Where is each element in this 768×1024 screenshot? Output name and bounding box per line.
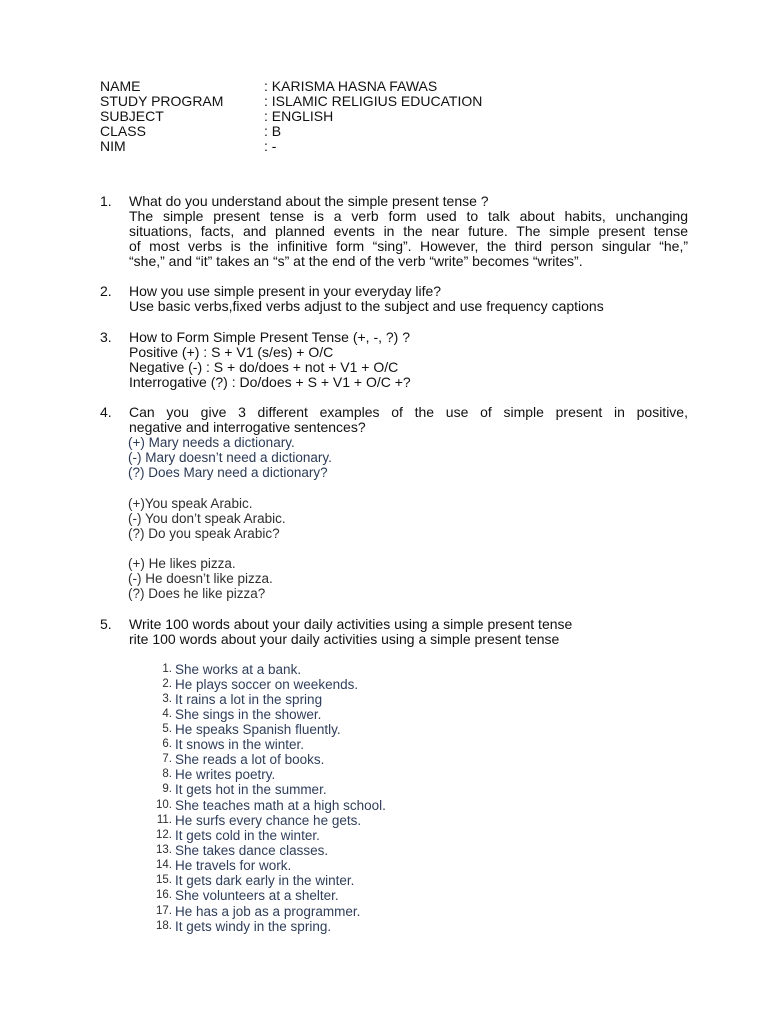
list-item-number: 13.	[156, 844, 172, 856]
list-item-number: 18.	[156, 920, 172, 932]
list-item: She reads a lot of books.	[175, 752, 325, 767]
question-number: 2.	[100, 283, 112, 299]
list-item: He plays soccer on weekends.	[175, 677, 359, 692]
list-item: She teaches math at a high school.	[175, 798, 386, 813]
list-item-number: 3.	[162, 693, 172, 705]
question-text: How you use simple present in your everyday life?	[129, 283, 442, 299]
question-number: 5.	[100, 616, 112, 632]
list-item: He writes poetry.	[175, 767, 276, 782]
answer-line: The simple present tense is a verb form used to talk about habits, unchanging	[129, 208, 688, 224]
list-item: He surfs every chance he gets.	[175, 813, 362, 828]
list-item: It gets dark early in the winter.	[175, 873, 355, 888]
list-item-number: 2.	[162, 678, 172, 690]
example-negative: (-) You don’t speak Arabic.	[128, 511, 286, 526]
header-label-study-program: STUDY PROGRAM	[100, 93, 224, 109]
list-item: It rains a lot in the spring	[175, 692, 323, 707]
list-item-number: 17.	[156, 905, 172, 917]
list-item: It gets cold in the winter.	[175, 828, 320, 843]
list-item: She sings in the shower.	[175, 707, 322, 722]
example-negative: (-) Mary doesn’t need a dictionary.	[128, 450, 332, 465]
list-item-number: 10.	[156, 799, 172, 811]
list-item-number: 11.	[156, 814, 172, 826]
header-value-study-program: : ISLAMIC RELIGIUS EDUCATION	[264, 93, 483, 109]
list-item: She volunteers at a shelter.	[175, 888, 339, 903]
list-item: He travels for work.	[175, 858, 292, 873]
header-value-subject: : ENGLISH	[264, 108, 334, 124]
example-positive: (+)You speak Arabic.	[128, 496, 253, 511]
question-text-continued: negative and interrogative sentences?	[129, 419, 366, 435]
answer-line: of most verbs is the infinitive form “sing”. However, the third person singular “he,”	[129, 238, 688, 254]
list-item-number: 7.	[162, 753, 172, 765]
header-label-nim: NIM	[100, 138, 126, 154]
list-item-number: 9.	[162, 783, 172, 795]
header-value-name: : KARISMA HASNA FAWAS	[264, 78, 438, 94]
list-item-number: 6.	[162, 738, 172, 750]
list-item-number: 15.	[156, 874, 172, 886]
header-label-subject: SUBJECT	[100, 108, 164, 124]
question-text: Can you give 3 different examples of the use of simple present in positive,	[129, 404, 688, 420]
list-item-number: 5.	[162, 723, 172, 735]
header-value-nim: : -	[264, 138, 277, 154]
list-item: She works at a bank.	[175, 662, 302, 677]
question-number: 3.	[100, 329, 112, 345]
question-text: What do you understand about the simple present tense ?	[129, 193, 489, 209]
form-negative: Negative (-) : S + do/does + not + V1 + O/C	[129, 359, 399, 375]
list-item-number: 14.	[156, 859, 172, 871]
header-value-class: : B	[264, 123, 282, 139]
question-number: 4.	[100, 404, 112, 420]
answer-text: Use basic verbs,fixed verbs adjust to the subject and use frequency captions	[129, 298, 604, 314]
answer-line: situations, facts, and planned events in the near future. The simple present tense	[129, 223, 688, 239]
list-item-number: 12.	[156, 829, 172, 841]
example-interrogative: (?) Do you speak Arabic?	[128, 526, 280, 541]
example-positive: (+) Mary needs a dictionary.	[128, 435, 295, 450]
list-item: It snows in the winter.	[175, 737, 305, 752]
list-item: He has a job as a programmer.	[175, 904, 361, 919]
header-label-name: NAME	[100, 78, 141, 94]
question-text-repeat: rite 100 words about your daily activities using a simple present tense	[129, 631, 560, 647]
form-interrogative: Interrogative (?) : Do/does + S + V1 + O/C +?	[129, 374, 411, 390]
example-positive: (+) He likes pizza.	[128, 556, 236, 571]
form-positive: Positive (+) : S + V1 (s/es) + O/C	[129, 344, 334, 360]
list-item: It gets hot in the summer.	[175, 782, 327, 797]
question-text: How to Form Simple Present Tense (+, -, ?) ?	[129, 329, 411, 345]
list-item-number: 16.	[156, 889, 172, 901]
header-label-class: CLASS	[100, 123, 146, 139]
list-item-number: 8.	[162, 768, 172, 780]
list-item-number: 4.	[162, 708, 172, 720]
list-item: He speaks Spanish fluently.	[175, 722, 341, 737]
example-interrogative: (?) Does Mary need a dictionary?	[128, 465, 328, 480]
example-interrogative: (?) Does he like pizza?	[128, 586, 266, 601]
list-item: It gets windy in the spring.	[175, 919, 332, 934]
question-number: 1.	[100, 193, 112, 209]
answer-line: “she,” and “it” takes an “s” at the end of the verb “write” becomes “writes”.	[129, 253, 583, 269]
example-negative: (-) He doesn’t like pizza.	[128, 571, 273, 586]
list-item-number: 1.	[162, 663, 172, 675]
list-item: She takes dance classes.	[175, 843, 329, 858]
question-text: Write 100 words about your daily activities using a simple present tense	[129, 616, 573, 632]
